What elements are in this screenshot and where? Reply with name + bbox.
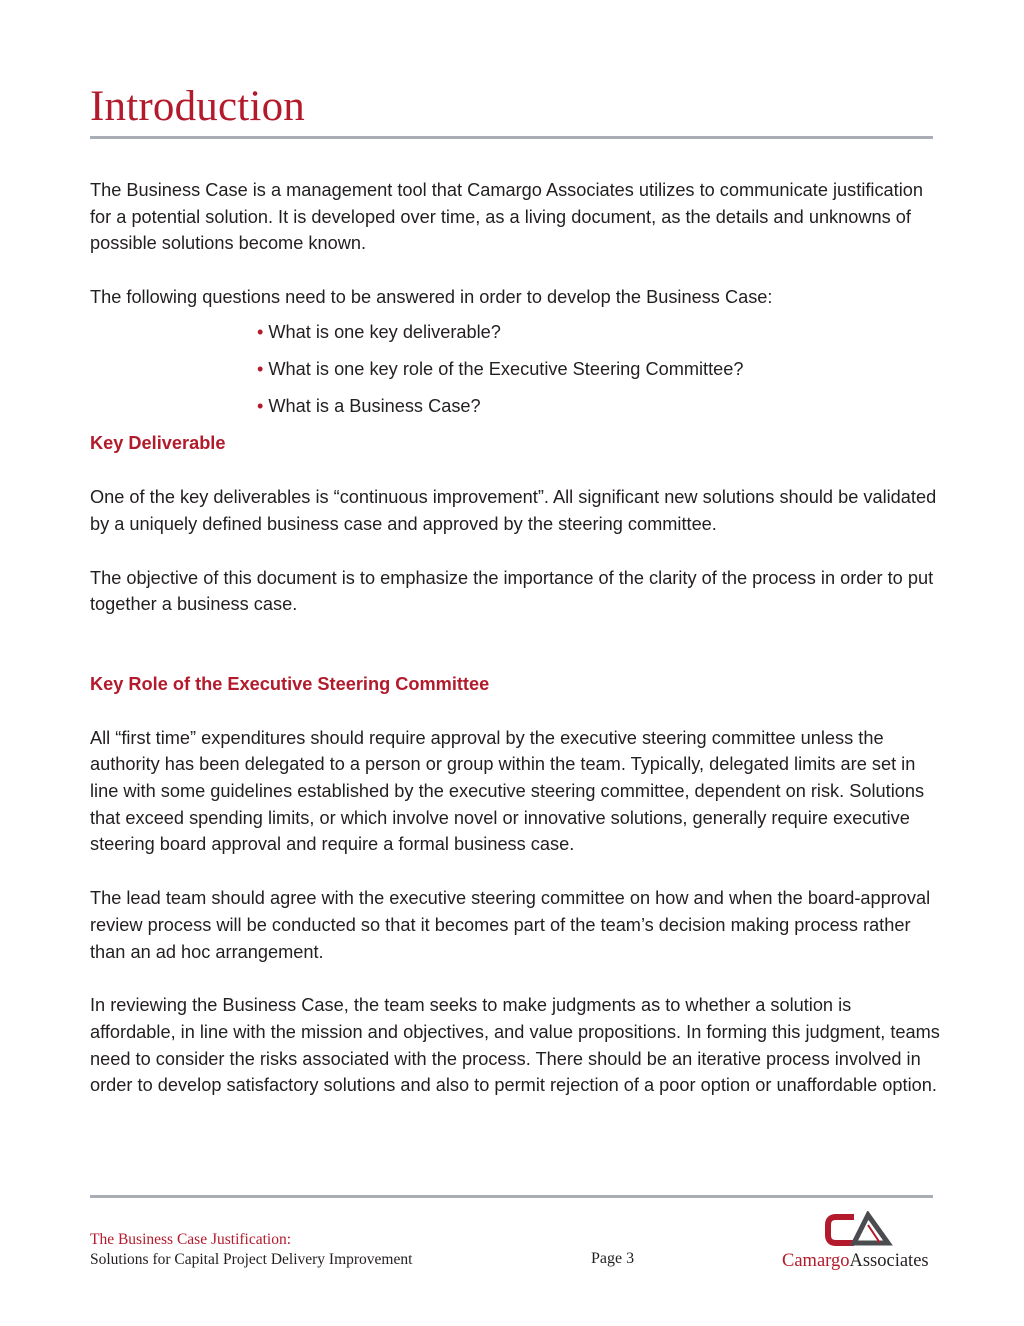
- key-role-paragraph: The lead team should agree with the executive steering committee on how and when the board-approval review process will be conducted so that it becomes part of the team’s decision making process rather than an ad hoc arrangement.: [90, 888, 931, 962]
- bullet-icon: •: [257, 396, 264, 417]
- footer-title-line2: Solutions for Capital Project Delivery Improvement: [90, 1251, 413, 1268]
- ca-logo-icon: [824, 1211, 894, 1247]
- footer-document-title: [90, 1230, 412, 1270]
- page-title: Introduction: [90, 83, 305, 130]
- page-number: Page 3: [591, 1250, 635, 1267]
- bullet-icon: •: [257, 359, 264, 380]
- main-content: [90, 177, 940, 1099]
- logo-wordmark: [782, 1251, 929, 1272]
- footer-divider: [90, 1195, 933, 1198]
- intro-paragraph: The Business Case is a management tool that Camargo Associates utilizes to communicate justification for a potential solution. It is developed over time, as a living document, as the details and unknowns of possible solutions become known.: [90, 180, 923, 254]
- question-text: What is one key role of the Executive Steering Committee?: [268, 359, 744, 380]
- logo-word-associates: Associates: [849, 1251, 929, 1271]
- footer-title-line1: The Business Case Justification:: [90, 1231, 292, 1248]
- bullet-icon: •: [257, 321, 264, 342]
- key-deliverable-paragraph: One of the key deliverables is “continuous improvement”. All significant new solutions should be validated by a uniquely defined business case and approved by the steering committee.: [90, 487, 937, 534]
- question-text: What is one key deliverable?: [268, 321, 501, 342]
- section-heading-key-deliverable: Key Deliverable: [90, 433, 226, 454]
- key-role-paragraph: In reviewing the Business Case, the team seeks to make judgments as to whether a solution is affordable, in line with the mission and objectives, and value propositions. In forming this judgment, teams need to consider the risks associated with the process. There should be an iterative process involved in order to develop satisfactory solutions and also to permit rejection of a poor option or unaffordable option.: [90, 995, 940, 1096]
- question-text: What is a Business Case?: [268, 396, 481, 417]
- company-logo: [782, 1211, 934, 1276]
- logo-word-camargo: Camargo: [782, 1251, 850, 1271]
- questions-list: [257, 319, 940, 420]
- key-deliverable-paragraph: The objective of this document is to emphasize the importance of the clarity of the process in order to put together a business case.: [90, 567, 934, 615]
- section-heading-key-role: Key Role of the Executive Steering Committee: [90, 673, 490, 694]
- header-divider: [90, 136, 933, 139]
- list-item: [257, 356, 940, 383]
- list-item: [257, 319, 940, 346]
- list-item: [257, 393, 940, 420]
- questions-lead: The following questions need to be answered in order to develop the Business Case:: [90, 287, 773, 308]
- key-role-paragraph: All “first time” expenditures should require approval by the executive steering committee unless the authority has been delegated to a person or group within the team. Typically, delegated limits are set in line with some guidelines established by the executive steering committee, dependent on risk. Solutions that exceed spending limits, or which involve novel or innovative solutions, generally require executive steering board approval and require a formal business case.: [90, 727, 925, 855]
